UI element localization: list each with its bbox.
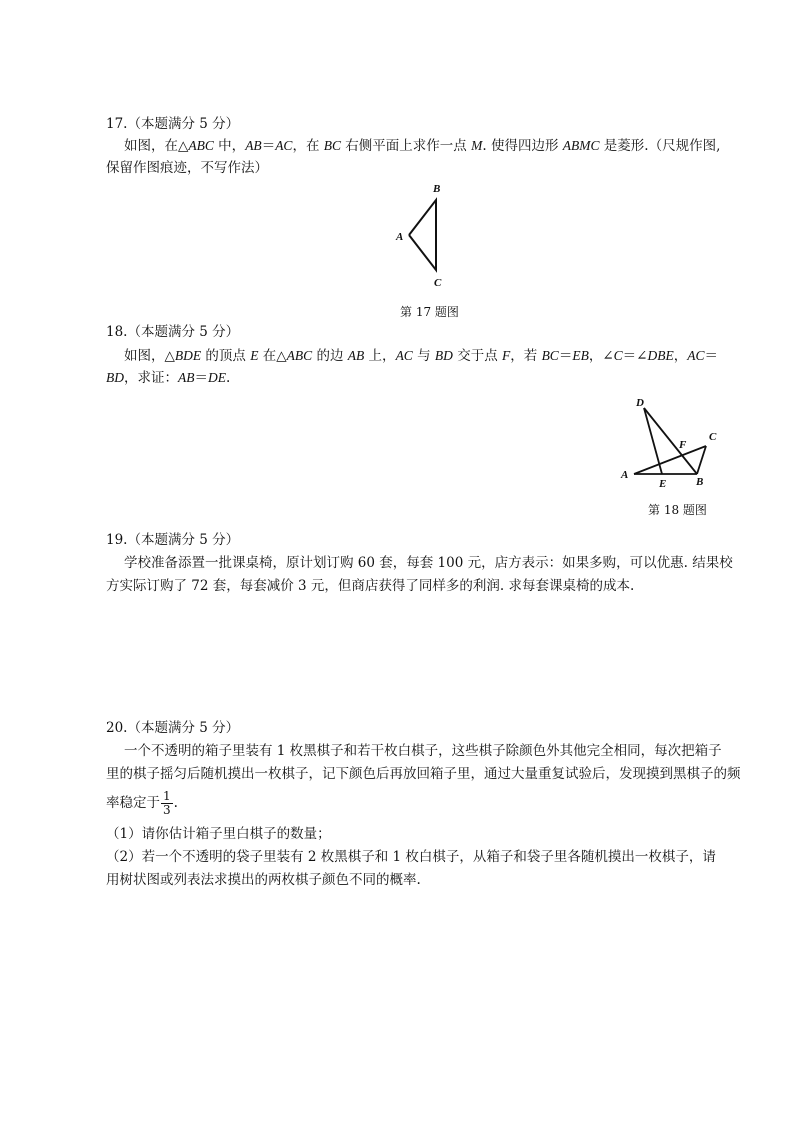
q20-part2-line1: （2）若一个不透明的袋子里装有 2 枚黑棋子和 1 枚白棋子，从箱子和袋子里各随机摸出一枚棋子，请 xyxy=(106,849,716,865)
q17-text-line2: 保留作图痕迹，不写作法） xyxy=(106,160,268,176)
q18-label-e: E xyxy=(659,478,667,490)
q18-label-a: A xyxy=(621,469,629,481)
q17-label-a: A xyxy=(396,231,404,243)
q17-label-c: C xyxy=(434,277,442,289)
q17-header: 17.（本题满分 5 分） xyxy=(106,116,240,132)
q18-segment-bc xyxy=(697,446,706,474)
q20-part1: （1）请你估计箱子里白棋子的数量； xyxy=(106,826,331,842)
q18-header: 18.（本题满分 5 分） xyxy=(106,324,240,340)
q19-text-line2: 方实际订购了 72 套，每套减价 3 元，但商店获得了同样多的利润. 求每套课桌椅的成本. xyxy=(106,578,635,594)
q20-header: 20.（本题满分 5 分） xyxy=(106,720,240,736)
q17-label-b: B xyxy=(433,183,441,195)
q18-label-f: F xyxy=(679,439,687,451)
q18-text-line2: BD，求证：AB＝DE. xyxy=(106,370,231,386)
q17-text-line1: 如图，在△ABC 中，AB＝AC，在 BC 右侧平面上求作一点 M. 使得四边形 ABMC 是菱形.（尺规作图, xyxy=(124,138,721,154)
q20-text-line1: 一个不透明的箱子里装有 1 枚黑棋子和若干枚白棋子，这些棋子除颜色外其他完全相同，每次把箱子 xyxy=(124,743,722,759)
q18-segment-ac xyxy=(634,446,706,474)
q18-segment-db xyxy=(644,408,697,474)
q18-caption: 第 18 题图 xyxy=(648,503,707,517)
q20-text-line3: 率稳定于 $\frac{1}{3}$ . xyxy=(106,789,178,817)
q18-text-line1: 如图，△BDE 的顶点 E 在△ABC 的边 AB 上，AC 与 BD 交于点 F，若 BC＝EB，∠C＝∠DBE，AC＝ xyxy=(124,348,718,364)
q20-part2-line2: 用树状图或列表法求摸出的两枚棋子颜色不同的概率. xyxy=(106,872,421,888)
q19-text-line1: 学校准备添置一批课桌椅，原计划订购 60 套，每套 100 元，店方表示：如果多购，可以优惠. 结果校 xyxy=(124,555,733,571)
q19-header: 19.（本题满分 5 分） xyxy=(106,532,240,548)
fraction-one-third: $\frac{1}{3}$ xyxy=(163,789,171,817)
q18-label-b: B xyxy=(696,476,704,488)
q18-label-c: C xyxy=(709,431,717,443)
q18-figure xyxy=(612,392,724,492)
q17-figure-triangle xyxy=(388,178,458,293)
q17-caption: 第 17 题图 xyxy=(400,305,459,319)
q20-text-line2: 里的棋子摇匀后随机摸出一枚棋子，记下颜色后再放回箱子里，通过大量重复试验后，发现摸到黑棋子的频 xyxy=(106,766,741,782)
q17-triangle-outline xyxy=(409,200,436,270)
q18-label-d: D xyxy=(636,397,644,409)
